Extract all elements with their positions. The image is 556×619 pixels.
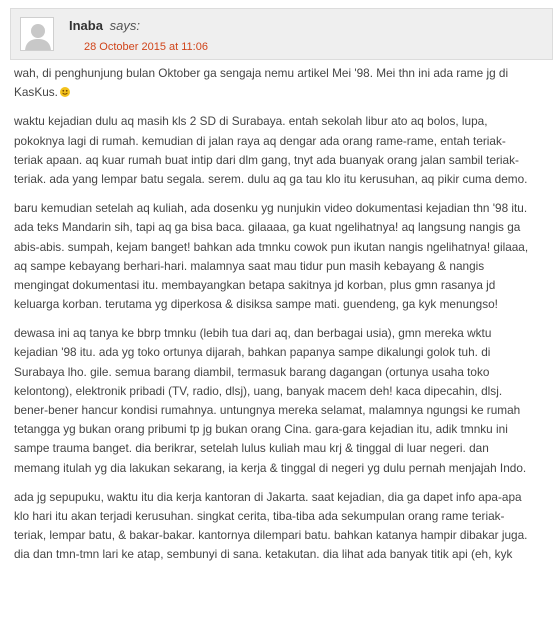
says-label: says:: [109, 18, 140, 33]
text-line: waktu kejadian dulu aq masih kls 2 SD di Surabaya. entah sekolah libur ato aq bolos, lupa,: [14, 114, 488, 129]
text-line: memang itulah yg dia lakukan sekarang, ia kerja & tinggal di negeri yg dulu pernah menjajah Indo.: [14, 460, 527, 475]
text-line: tetangga yg bukan orang pribumi tp jg bukan orang Cina. gara-gara kejadian itu, adik tmnku ini: [14, 422, 508, 437]
text-line: teriak, lempar batu, & bakar-bakar. kantornya dilempari batu. bahkan katanya hampir dibakar juga.: [14, 528, 528, 543]
text-line-content: KasKus.: [14, 85, 58, 100]
comment-paragraph: [14, 64, 546, 102]
text-line: baru kemudian setelah aq kuliah, ada dosenku yg nunjukin video dokumentasi kejadian thn '98 itu.: [14, 201, 528, 216]
text-line: Surabaya lho. gile. semua barang diambil, termasuk barang dagangan (ortunya usaha toko: [14, 364, 490, 379]
text-line: dewasa ini aq tanya ke bbrp tmnku (lebih tua dari aq, dan berbagai usia), gmn mereka wktu: [14, 326, 492, 341]
text-line: ada teks Mandarin sih, tapi aq ga bisa baca. gilaaaa, ga kuat ngelihatnya! aq langsung nangis ga: [14, 220, 521, 235]
text-line: bener-bener hancur kondisi rumahnya. untungnya mereka selamat, malamnya ngungsi ke rumah: [14, 403, 521, 417]
text-line: ada jg sepupuku, waktu itu dia kerja kantoran di Jakarta. saat kejadian, dia ga dapet info apa-apa: [14, 489, 522, 504]
comment-body: [14, 64, 546, 575]
comment-paragraph: [14, 112, 546, 189]
text-line: klo hari itu akan terjadi kerusuhan. singkat cerita, tiba-tiba ada sekumpulan orang rame teriak-: [14, 508, 505, 523]
text-line: teriak. ada yang lempar batu segala. serem. dulu aq ga tau klo itu kerusuhan, aq pikir cuma demo.: [14, 171, 528, 186]
text-line: wah, di penghunjung bulan Oktober ga sengaja nemu artikel Mei '98. Mei thn ini ada rame jg di: [14, 66, 509, 80]
text-line: mengingat dokumentasi itu. membayangkan betapa sakitnya jd korban, plus gmn rasanya jd: [14, 277, 496, 292]
text-line-with-smiley: [14, 83, 546, 102]
avatar: [20, 17, 54, 51]
text-line: dia dan tmn-tmn lari ke atap, sembunyi di sana. ketakutan. dia lihat ada banyak titik api (eh, kyk: [14, 547, 513, 562]
comment-paragraph: [14, 199, 546, 314]
comment-date-link[interactable]: 28 October 2015 at 11:06: [84, 41, 208, 53]
author-line: [69, 18, 140, 33]
text-line: aq sampe kebayang berhari-hari. malamnya saat mau tidur pun masih kebayang & nangis: [14, 258, 485, 273]
comment-author[interactable]: Inaba: [69, 18, 103, 33]
comment-paragraph: [14, 324, 546, 478]
smiley-icon: [60, 87, 70, 97]
default-avatar-icon: [21, 18, 54, 51]
text-line: kelontong), elektronik pribadi (TV, radio, dlsj), uang, banyak macem deh! kaca dipecahin, dlsj.: [14, 383, 503, 398]
comment-header: [10, 8, 553, 60]
text-line: keluarga korban. terutama yg diperkosa & disiksa sampe mati. guendeng, ga kyk menungso!: [14, 297, 498, 312]
text-line: teriak apaan. aq kuar rumah buat intip dari dlm gang, tnyt ada buanyak orang jalan sambil teriak-: [14, 152, 519, 167]
text-line: kejadian '98 itu. ada yg toko ortunya dijarah, bahkan papanya sampe dikalungi golok tuh. di: [14, 345, 491, 360]
comment-paragraph: [14, 488, 546, 565]
text-line: pokoknya lagi di rumah. kemudian di jalan raya aq dengar ada orang rame-rame, entah teriak-: [14, 133, 506, 148]
text-line: abis-abis. sumpah, kejam banget! bahkan ada tmnku cowok pun ikutan nangis ngelihatnya! gilaaa,: [14, 239, 529, 254]
text-line: sampe trauma banget. dia berikrar, setelah lulus kuliah mau krj & tinggal di luar negeri. dan: [14, 441, 489, 456]
